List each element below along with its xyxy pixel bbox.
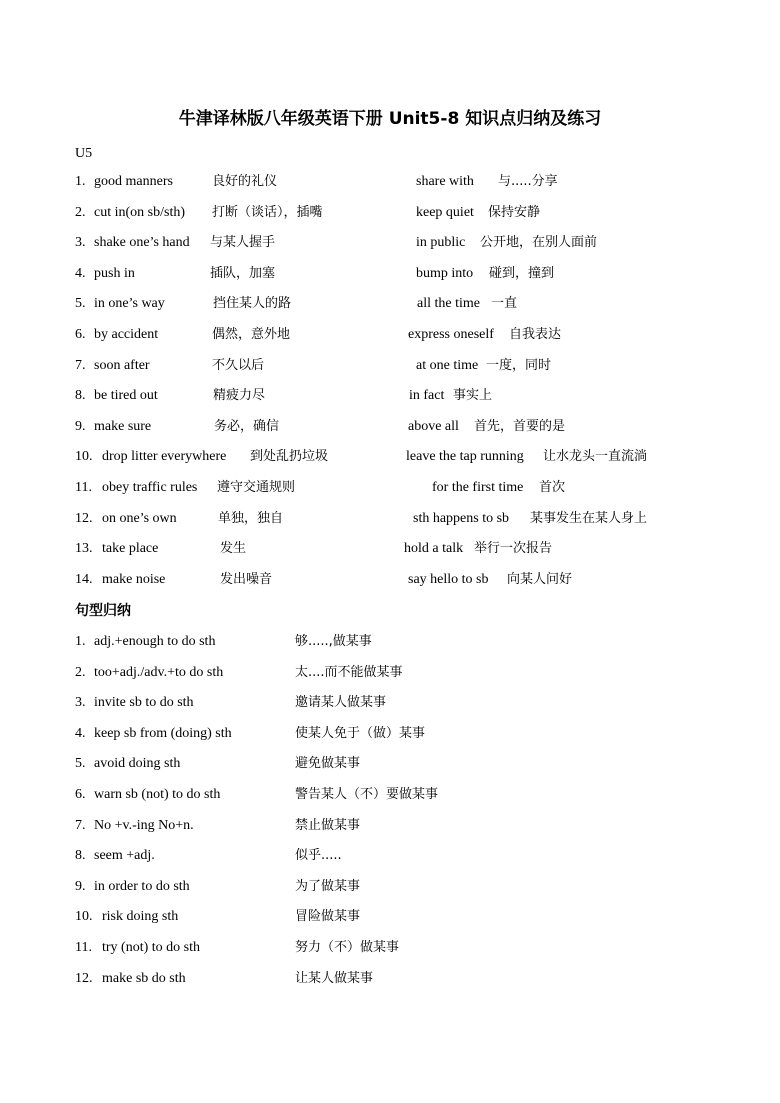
section-title: 句型归纳	[75, 603, 131, 619]
phrase-en-2: hold a talk	[404, 541, 464, 557]
pattern-row	[0, 938, 780, 958]
phrase-cn: 插队，加塞	[210, 265, 276, 281]
pattern-en: in order to do sth	[94, 878, 190, 894]
phrase-row	[0, 447, 780, 467]
phrase-cn: 精疲力尽	[213, 388, 266, 404]
phrase-en-2: above all	[408, 418, 459, 434]
phrase-en-2: all the time	[417, 296, 480, 312]
item-number: 8.	[75, 848, 86, 864]
phrase-cn-2: 与.....分享	[498, 174, 558, 189]
phrase-en: shake one’s hand	[94, 235, 190, 251]
phrase-row	[0, 386, 780, 406]
phrase-cn: 不久以后	[212, 357, 265, 373]
phrase-cn-2: 一度，同时	[486, 357, 552, 373]
phrase-en: good manners	[94, 174, 173, 189]
phrase-en-2: share with	[416, 174, 474, 189]
phrase-row	[0, 172, 780, 192]
pattern-en: seem +adj.	[94, 848, 155, 864]
phrase-cn: 发生	[220, 541, 247, 557]
item-number: 2.	[75, 204, 86, 220]
phrase-en-2: leave the tap running	[406, 449, 524, 465]
phrase-en: in one’s way	[94, 296, 165, 312]
item-number: 14.	[75, 571, 93, 587]
item-number: 9.	[75, 878, 86, 894]
phrase-en-2: for the first time	[432, 480, 524, 495]
phrase-cn-2: 碰到，撞到	[489, 265, 555, 281]
pattern-row	[0, 846, 780, 866]
phrase-en-2: bump into	[416, 265, 474, 281]
pattern-cn: 太....而不能做某事	[295, 664, 403, 680]
phrase-cn: 良好的礼仪	[212, 174, 278, 189]
phrase-cn: 挡住某人的路	[213, 296, 292, 312]
phrase-cn-2: 某事发生在某人身上	[530, 510, 648, 526]
pattern-en: make sb do sth	[102, 970, 186, 986]
phrase-en: push in	[94, 265, 135, 281]
pattern-row	[0, 663, 780, 683]
item-number: 7.	[75, 357, 86, 373]
pattern-cn: 警告某人（不）要做某事	[295, 787, 439, 802]
item-number: 7.	[75, 817, 86, 833]
pattern-cn: 为了做某事	[295, 878, 361, 894]
item-number: 13.	[75, 541, 93, 557]
phrase-row	[0, 539, 780, 559]
phrase-en-2: in public	[416, 235, 466, 251]
item-number: 10.	[75, 449, 93, 465]
pattern-row	[0, 754, 780, 774]
pattern-en: try (not) to do sth	[102, 940, 200, 955]
pattern-cn: 冒险做某事	[295, 909, 361, 925]
phrase-cn: 打断（谈话），插嘴	[212, 204, 323, 220]
pattern-en: risk doing sth	[102, 909, 179, 925]
phrase-cn: 发出噪音	[220, 571, 273, 587]
pattern-cn: 努力（不）做某事	[295, 940, 400, 955]
item-number: 6.	[75, 327, 86, 342]
item-number: 11.	[75, 940, 92, 955]
phrase-row	[0, 264, 780, 284]
item-number: 8.	[75, 388, 86, 404]
phrase-row	[0, 570, 780, 590]
item-number: 5.	[75, 296, 86, 312]
phrase-en: take place	[102, 541, 159, 557]
phrase-cn-2: 事实上	[453, 388, 493, 404]
phrase-cn-2: 自我表达	[509, 327, 562, 342]
phrase-en-2: keep quiet	[416, 204, 474, 220]
phrase-en: on one’s own	[102, 510, 177, 526]
phrase-en-2: sth happens to sb	[413, 510, 510, 526]
phrase-cn-2: 举行一次报告	[474, 541, 553, 557]
phrase-en: by accident	[94, 327, 159, 342]
item-number: 12.	[75, 970, 93, 986]
phrase-en-2: say hello to sb	[408, 571, 489, 587]
phrase-en: drop litter everywhere	[102, 449, 227, 465]
pattern-cn: 似乎.....	[295, 848, 342, 864]
phrase-cn-2: 公开地，在别人面前	[480, 235, 598, 251]
item-number: 4.	[75, 265, 86, 281]
pattern-row	[0, 785, 780, 805]
pattern-cn: 使某人免于（做）某事	[295, 725, 426, 741]
item-number: 1.	[75, 174, 86, 189]
item-number: 3.	[75, 695, 86, 711]
item-number: 3.	[75, 235, 86, 251]
phrase-en: be tired out	[94, 388, 158, 404]
pattern-row	[0, 907, 780, 927]
phrase-en-2: in fact	[409, 388, 445, 404]
item-number: 5.	[75, 756, 86, 772]
document-title: 牛津译林版八年级英语下册 Unit5-8 知识点归纳及练习	[178, 109, 602, 129]
pattern-en: No +v.-ing No+n.	[94, 817, 194, 833]
phrase-cn: 到处乱扔垃圾	[250, 449, 329, 465]
phrase-row	[0, 417, 780, 437]
item-number: 11.	[75, 480, 92, 495]
phrase-cn-2: 向某人问好	[507, 571, 573, 587]
pattern-cn: 避免做某事	[295, 756, 361, 772]
phrase-en-2: express oneself	[408, 327, 494, 342]
pattern-en: adj.+enough to do sth	[94, 634, 216, 649]
phrase-en: soon after	[94, 357, 150, 373]
pattern-cn: 禁止做某事	[295, 817, 361, 833]
phrase-en: make noise	[102, 571, 166, 587]
phrase-cn: 遵守交通规则	[217, 480, 296, 495]
item-number: 2.	[75, 664, 86, 680]
pattern-row	[0, 693, 780, 713]
phrase-row	[0, 203, 780, 223]
phrase-row	[0, 325, 780, 345]
phrase-cn-2: 首次	[539, 480, 566, 495]
pattern-row	[0, 877, 780, 897]
phrase-cn: 偶然，意外地	[212, 327, 291, 342]
item-number: 1.	[75, 634, 86, 649]
phrase-en-2: at one time	[416, 357, 479, 373]
item-number: 12.	[75, 510, 93, 526]
pattern-en: avoid doing sth	[94, 756, 181, 772]
phrase-en: cut in(on sb/sth)	[94, 204, 185, 220]
pattern-en: too+adj./adv.+to do sth	[94, 664, 224, 680]
pattern-cn: 让某人做某事	[295, 970, 374, 986]
pattern-row	[0, 969, 780, 989]
unit-label: U5	[75, 146, 93, 161]
phrase-en: obey traffic rules	[102, 480, 198, 495]
pattern-cn: 够.....,做某事	[295, 634, 372, 649]
phrase-cn: 单独，独自	[218, 510, 284, 526]
item-number: 4.	[75, 725, 86, 741]
phrase-cn: 与某人握手	[210, 235, 276, 251]
phrase-row	[0, 509, 780, 529]
item-number: 9.	[75, 418, 86, 434]
pattern-en: keep sb from (doing) sth	[94, 725, 232, 741]
pattern-cn: 邀请某人做某事	[295, 695, 387, 711]
pattern-row	[0, 816, 780, 836]
item-number: 10.	[75, 909, 93, 925]
phrase-row	[0, 233, 780, 253]
phrase-cn: 务必，确信	[214, 418, 280, 434]
phrase-row	[0, 294, 780, 314]
phrase-cn-2: 保持安静	[488, 204, 541, 220]
phrase-row	[0, 356, 780, 376]
item-number: 6.	[75, 787, 86, 802]
pattern-row	[0, 724, 780, 744]
phrase-cn-2: 首先，首要的是	[474, 418, 566, 434]
phrase-row	[0, 478, 780, 498]
pattern-en: warn sb (not) to do sth	[94, 787, 221, 802]
pattern-en: invite sb to do sth	[94, 695, 194, 711]
phrase-cn-2: 一直	[491, 296, 518, 312]
phrase-en: make sure	[94, 418, 152, 434]
phrase-cn-2: 让水龙头一直流淌	[543, 449, 648, 465]
pattern-row	[0, 632, 780, 652]
